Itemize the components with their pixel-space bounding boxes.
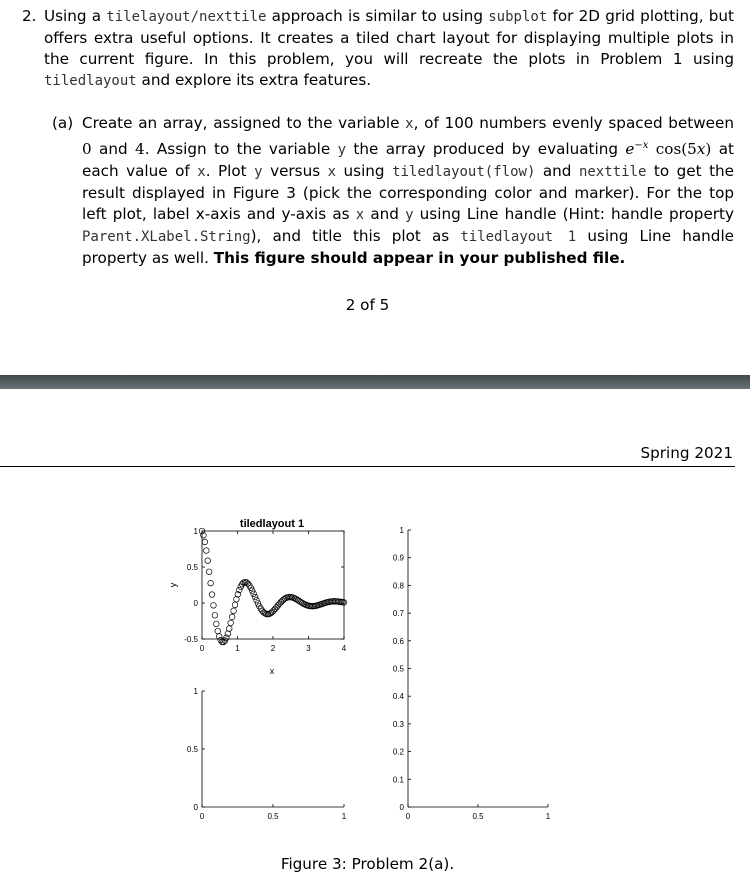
data-point: [208, 580, 214, 586]
y-tick-label: 0.5: [186, 745, 198, 754]
tile-1-yticks: [184, 527, 344, 644]
var-y-2: y: [254, 164, 263, 181]
part-a-text-15: using Line handle property as well.: [82, 227, 735, 268]
part-a-text-9: using: [336, 162, 393, 181]
code-tiledlayout: tiledlayout: [44, 73, 137, 89]
part-a-text-1: Create an array, assigned to the variable: [82, 114, 406, 132]
math-expression: [625, 140, 711, 158]
x-tick-label: 0: [199, 812, 205, 821]
var-x: x: [405, 116, 414, 132]
part-a-text-4: . Assign to the variable: [144, 140, 338, 159]
data-point: [211, 603, 217, 609]
page-number: 2 of 5: [345, 296, 390, 314]
part-a-text-5: the array produced by evaluating: [346, 140, 626, 159]
tile-3-xticks: [200, 804, 347, 821]
y-tick-label: 0.4: [392, 692, 404, 702]
part-a-text-8: versus: [262, 162, 328, 181]
y-tick-label: 0: [193, 803, 198, 812]
tile-3-axis-lines: [202, 691, 344, 807]
data-point: [251, 591, 257, 597]
y-tick-label: -0.5: [184, 635, 198, 644]
data-point: [226, 626, 232, 632]
code-subplot: subplot: [488, 9, 548, 25]
number-four: 4: [135, 140, 145, 159]
data-point: [231, 608, 237, 614]
x-tick-label: 0: [199, 644, 205, 653]
data-point: [214, 621, 220, 627]
x-tick-label: 0: [405, 812, 411, 821]
part-a-text-2: , of 100 numbers evenly spaced between: [413, 114, 734, 132]
y-tick-label: 1: [193, 687, 198, 696]
part-a-text-10: and: [535, 162, 579, 181]
data-point: [232, 602, 238, 608]
figure-caption: Figure 3: Problem 2(a).: [280, 855, 455, 873]
figure-3-tiled-layout: [0, 389, 750, 849]
data-point: [204, 548, 210, 554]
tile-1-scatter: [168, 518, 347, 676]
x-tick-label: 1: [545, 812, 551, 821]
x-tick-label: 3: [306, 644, 311, 653]
problem-text-1: Using a: [44, 7, 107, 25]
problem-number: 2.: [22, 7, 37, 25]
problem-text-3: for 2D grid plotting, but offers extra useful options. It creates a tiled chart layout for displaying multiple plots in the current figure. In this problem, you will recreate the plots in Problem 1 using: [44, 7, 735, 68]
tile-1-axes-box: [202, 531, 344, 639]
data-point: [228, 620, 234, 626]
data-point: [275, 603, 281, 609]
data-point: [216, 634, 222, 640]
part-a-bold-note: This figure should appear in your published file.: [213, 249, 626, 268]
y-tick-label: 1: [399, 526, 404, 535]
problem-text-4: and explore its extra features.: [136, 71, 372, 89]
pdf-page-2: [0, 0, 750, 375]
tile-1-ylabel: y: [168, 582, 178, 588]
math-close: ): [705, 140, 712, 159]
data-point: [252, 594, 258, 600]
tile-3-empty-axes: [187, 687, 347, 821]
data-point: [206, 569, 212, 575]
pdf-page-3: [0, 389, 750, 895]
var-x-2: x: [197, 164, 206, 181]
code-tilelayout-nexttile: tilelayout/nexttile: [106, 9, 267, 25]
part-a-text-3: and: [91, 140, 136, 159]
data-point: [215, 628, 221, 634]
y-tick-label: 0.8: [392, 581, 404, 591]
part-a-text: [52, 113, 734, 269]
y-tick-label: 1: [193, 527, 198, 536]
x-tick-label: 0.5: [267, 812, 279, 821]
tile-2-axis-lines: [408, 530, 548, 807]
math-exponent: −x: [634, 140, 649, 151]
code-parent-xlabel-string: Parent.XLabel.String: [82, 229, 251, 246]
page-separator: [0, 375, 750, 389]
math-x: x: [696, 140, 706, 159]
tile-1-markers: [199, 528, 347, 645]
y-tick-label: 0.5: [392, 664, 404, 674]
math-e: e: [625, 140, 635, 159]
code-tiledlayout-flow: tiledlayout(flow): [392, 164, 536, 181]
math-cos: cos(5: [648, 140, 697, 159]
data-point: [209, 592, 215, 598]
problem-text-2: approach is similar to using: [266, 7, 489, 25]
code-title-string: tiledlayout 1: [460, 229, 577, 246]
data-point: [202, 539, 208, 545]
data-point: [274, 604, 280, 610]
data-point: [229, 614, 235, 620]
part-a-text-13: using Line handle (Hint: handle property: [413, 205, 734, 224]
y-tick-label: 0: [399, 803, 404, 812]
part-a-text-7: . Plot: [205, 162, 255, 181]
y-tick-label: 0.7: [392, 609, 404, 619]
x-tick-label: 1: [341, 812, 347, 821]
part-a-text-12: and: [364, 205, 406, 224]
var-x-3: x: [327, 164, 337, 181]
x-tick-label: 1: [235, 644, 240, 653]
y-tick-label: 0.9: [392, 553, 404, 563]
tile-1-xlabel: x: [269, 666, 275, 676]
page-header-semester: Spring 2021: [640, 444, 733, 462]
code-nexttile: nexttile: [578, 164, 647, 181]
data-point: [212, 612, 218, 618]
part-a-text-6: at each value of: [82, 140, 734, 181]
x-tick-label: 2: [270, 644, 276, 653]
problem-2-text: [22, 6, 734, 92]
y-tick-label: 0.5: [186, 563, 198, 572]
x-tick-label: 4: [341, 644, 347, 653]
y-tick-label: 0: [193, 599, 198, 608]
y-tick-label: 0.1: [392, 775, 404, 785]
tile-2-xticks: [406, 804, 551, 821]
var-y: y: [337, 142, 347, 159]
y-tick-label: 0.3: [392, 719, 404, 729]
x-tick-label: 0.5: [472, 812, 484, 821]
var-x-4: x: [355, 207, 365, 224]
var-y-3: y: [405, 207, 414, 224]
part-a-label: (a): [52, 114, 74, 132]
tile-2-empty-axes: [393, 526, 551, 821]
tile-1-title: tiledlayout 1: [239, 518, 305, 530]
y-tick-label: 0.6: [392, 636, 404, 646]
y-tick-label: 0.2: [392, 747, 404, 757]
number-zero: 0: [82, 140, 92, 159]
part-a-text-11: to get the result displayed in Figure 3 (pick the corresponding color and marker). For the top left plot, label x-axis and y-axis as: [82, 162, 734, 224]
part-a-text-14: ), and title this plot as: [250, 227, 461, 246]
data-point: [205, 558, 211, 564]
